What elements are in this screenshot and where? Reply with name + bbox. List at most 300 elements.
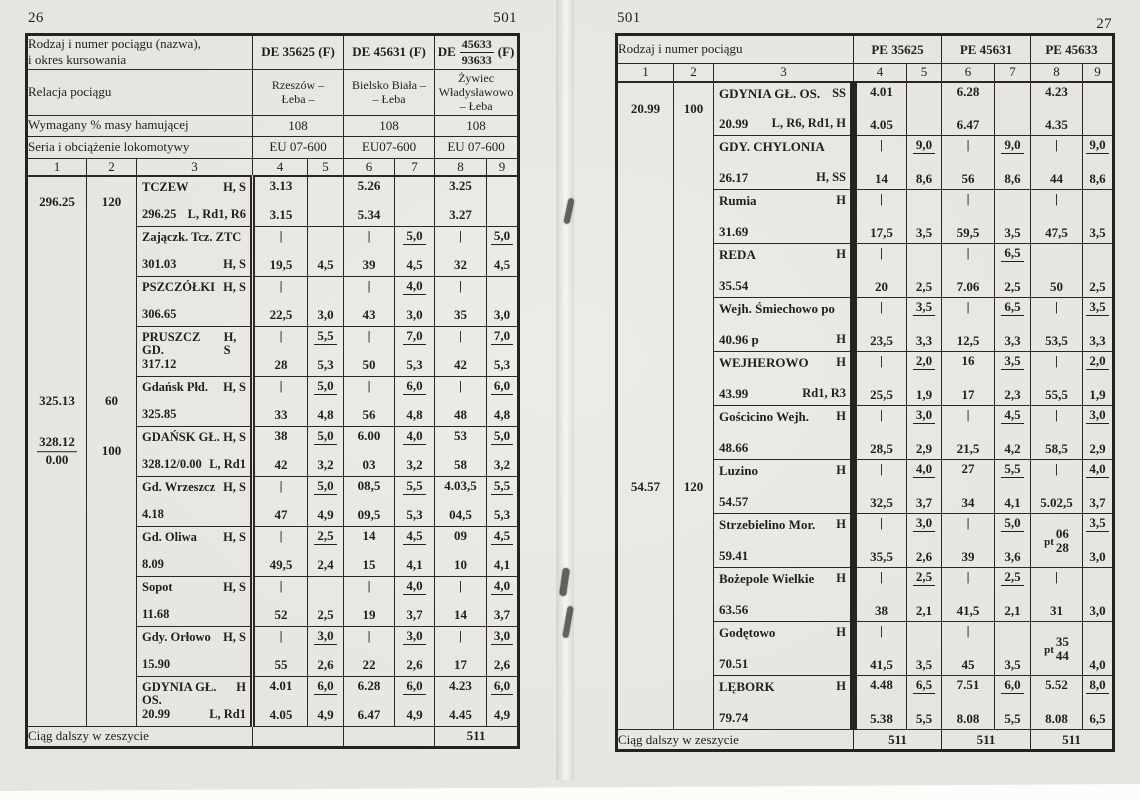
station-line-1	[719, 464, 846, 478]
timing-marker: H	[836, 409, 846, 423]
time-cell	[487, 626, 519, 676]
station-name: GDAŃSK GŁ.	[142, 429, 220, 444]
station-line-2	[719, 603, 846, 617]
cell-bottom-value: 2,1	[1004, 602, 1021, 618]
cell-bottom-value: 45	[961, 656, 975, 672]
cell-bottom-value: 48	[454, 407, 468, 423]
timing-marker: H, S	[223, 279, 247, 294]
time-cell	[854, 136, 907, 190]
footer-row	[27, 726, 519, 747]
time-cell	[942, 136, 995, 190]
train-header-cell: 108	[344, 115, 435, 136]
cell-top-value: 9,0	[1083, 138, 1112, 154]
station-km: 296.25	[142, 206, 177, 221]
time-cell	[907, 352, 942, 406]
time-cell	[253, 426, 308, 476]
header-row	[27, 115, 519, 136]
cell-bottom-value: 3,7	[406, 607, 423, 623]
cell-top-value: |	[1055, 461, 1058, 476]
time-cell	[344, 376, 395, 426]
station-line-2	[719, 171, 846, 185]
station-cell	[137, 426, 253, 476]
cell-bottom-value: 2,6	[493, 657, 511, 673]
column-number: 9	[1083, 64, 1114, 82]
cell-bottom-value: 19,5	[269, 257, 293, 273]
footer-page-ref: 511	[435, 726, 519, 747]
cell-top-value: 3,0	[487, 629, 517, 645]
cell-bottom-value: 4.45	[449, 707, 472, 723]
cell-top-value: 6.00	[357, 427, 381, 443]
cell-bottom-value: 5,5	[1004, 710, 1021, 726]
time-cell	[1031, 82, 1083, 136]
km-value: 54.57	[630, 478, 661, 494]
train-header-cell: EU07-600	[344, 136, 435, 158]
cell-bottom-value: 35,5	[870, 548, 893, 564]
time-cell	[395, 626, 435, 676]
cell-bottom-value: 39	[961, 548, 975, 564]
time-cell	[942, 298, 995, 352]
station-cell	[714, 136, 854, 190]
cell-bottom-value: 2,9	[915, 440, 933, 456]
time-cell	[253, 226, 308, 276]
header-label: Wymagany % masy hamującej	[27, 115, 253, 136]
cell-bottom-value: 32	[454, 257, 468, 273]
timing-marker: H	[836, 247, 846, 261]
time-cell	[995, 298, 1031, 352]
cell-bottom-value: 2,4	[317, 557, 334, 573]
station-name: Gdańsk Płd.	[142, 379, 209, 394]
pt-marker: pt	[1044, 536, 1054, 548]
time-cell	[907, 406, 942, 460]
station-line-2	[142, 458, 246, 472]
cell-top-value: 7,0	[487, 329, 517, 345]
station-name: Sopot	[142, 579, 173, 594]
time-cell	[308, 676, 344, 726]
time-cell	[344, 326, 395, 376]
cell-bottom-value: 21,5	[956, 440, 980, 456]
cell-bottom-value: 5,3	[406, 357, 423, 373]
time-cell	[942, 568, 995, 622]
time-cell	[253, 626, 308, 676]
time-cell	[487, 476, 519, 526]
station-name: Luzino	[719, 463, 759, 478]
fraction: 45633 93633	[461, 36, 492, 67]
time-cell	[854, 622, 907, 676]
cell-bottom-value: 17,5	[870, 224, 893, 240]
fraction: $\frac{328.12}{0.00}$	[39, 434, 75, 467]
timing-marker: H, S	[223, 529, 247, 544]
station-cell	[137, 176, 253, 226]
spine-crease	[556, 0, 574, 780]
station-km: 48.66	[719, 439, 749, 455]
station-cell	[137, 376, 253, 426]
cell-bottom-value: 43	[362, 307, 376, 323]
column-number-row	[27, 158, 519, 176]
cell-top-value: 4,0	[487, 579, 517, 595]
cell-bottom-value: 44	[1050, 170, 1063, 186]
station-km: 20.99	[719, 115, 749, 131]
station-name: Wejh. Śmiechowo po	[719, 301, 835, 316]
cell-bottom-value: 47	[274, 507, 288, 523]
cell-top-value: |	[1055, 407, 1058, 422]
timing-marker: H, S	[223, 379, 247, 394]
station-line-2	[719, 657, 846, 671]
time-cell	[854, 676, 907, 730]
time-cell	[995, 244, 1031, 298]
station-line-1	[719, 626, 846, 640]
timing-marker: H	[836, 517, 846, 531]
time-cell	[253, 676, 308, 726]
station-line-1	[142, 381, 246, 395]
station-cell	[714, 676, 854, 730]
time-cell	[1083, 352, 1114, 406]
timing-marker: L, Rd1, R6	[187, 206, 247, 221]
station-line-1	[142, 581, 246, 595]
time-cell	[435, 376, 487, 426]
cell-bottom-value: 8,6	[1089, 170, 1106, 186]
column-number: 3	[714, 64, 854, 82]
column-number: 9	[487, 158, 519, 176]
cell-bottom-value: 5,3	[493, 507, 511, 523]
cell-bottom-value: 4,8	[317, 407, 334, 423]
station-cell	[714, 568, 854, 622]
column-number: 1	[27, 158, 87, 176]
pt-marker: pt	[1044, 644, 1054, 656]
cell-bottom-value: 35	[454, 307, 468, 323]
station-line-2	[142, 608, 246, 622]
station-km: 59.41	[719, 547, 749, 563]
time-cell	[435, 276, 487, 326]
cell-bottom-value: 17	[454, 657, 468, 673]
speed-value: 120	[683, 478, 704, 494]
cell-bottom-value: 6.47	[956, 116, 980, 132]
cell-bottom-value: 4,8	[406, 407, 423, 423]
station-name: Gdy. Orłowo	[142, 629, 211, 644]
cell-top-value: |	[459, 327, 462, 343]
train-header-cell: DE 35625 (F)	[253, 35, 344, 70]
cell-top-value: |	[880, 461, 883, 476]
station-cell	[137, 576, 253, 626]
footer-label: Ciąg dalszy w zeszycie	[617, 730, 854, 751]
station-name: LĘBORK	[719, 679, 775, 694]
cell-bottom-value: 2,6	[406, 657, 423, 673]
time-cell	[344, 276, 395, 326]
time-cell	[1083, 82, 1114, 136]
train-header-cell: DE 45631 (F)	[344, 35, 435, 70]
time-cell	[308, 276, 344, 326]
timing-marker: H, S	[223, 329, 237, 358]
cell-top-value: |	[966, 137, 970, 152]
cell-bottom-value: 8,6	[1004, 170, 1021, 186]
station-name: Gd. Oliwa	[142, 529, 197, 544]
time-cell	[1031, 622, 1083, 676]
cell-top-value: |	[367, 377, 371, 393]
right-booklet-number: 501	[617, 10, 641, 26]
cell-top-value: |	[279, 477, 283, 493]
cell-top-value: 27	[961, 461, 975, 476]
cell-bottom-value: 47,5	[1045, 224, 1068, 240]
cell-bottom-value: 3,0	[493, 307, 511, 323]
cell-bottom-value: 56	[362, 407, 376, 423]
station-name: PSZCZÓŁKI	[142, 279, 215, 294]
station-cell	[714, 190, 854, 244]
time-cell	[907, 514, 942, 568]
cell-bottom-value: 2,6	[317, 657, 334, 673]
cell-bottom-value: 2,1	[915, 602, 933, 618]
time-cell	[435, 576, 487, 626]
time-cell	[435, 476, 487, 526]
cell-top-value: 4.48	[870, 677, 893, 692]
cell-top-value: |	[459, 577, 462, 593]
timing-marker: H	[836, 331, 846, 346]
cell-top-value: |	[1055, 191, 1058, 206]
header-row	[27, 69, 519, 115]
cell-bottom-value: 56	[961, 170, 975, 186]
pt-cell: pt 35 44	[1044, 633, 1069, 663]
time-cell	[995, 136, 1031, 190]
time-cell	[854, 406, 907, 460]
train-header-cell: PE 45631	[942, 35, 1031, 64]
cell-top-value: |	[1055, 353, 1058, 368]
cell-bottom-value: 55	[274, 657, 288, 673]
cell-top-value: 8,0	[1083, 678, 1112, 694]
station-km: 54.57	[719, 493, 749, 509]
cell-top-value: 4.23	[449, 677, 472, 693]
km-value: 296.25	[39, 193, 75, 209]
timing-marker: H, SS	[816, 169, 846, 184]
cell-top-value: 6,0	[308, 679, 343, 695]
cell-bottom-value: 3,0	[1089, 548, 1106, 564]
cell-top-value: 5,0	[995, 516, 1030, 532]
column-number: 5	[308, 158, 344, 176]
cell-bottom-value: 5,3	[317, 357, 334, 373]
station-name: Strzebielino Mor.	[719, 517, 816, 532]
station-cell	[714, 82, 854, 136]
cell-top-value: 3,5	[907, 300, 941, 316]
cell-bottom-value: 42	[274, 457, 288, 473]
column-number: 3	[137, 158, 253, 176]
cell-top-value: 08,5	[357, 477, 381, 493]
cell-top-value: |	[279, 327, 283, 343]
station-km: 11.68	[142, 606, 170, 621]
cell-bottom-value: 12,5	[956, 332, 980, 348]
time-cell	[308, 426, 344, 476]
station-km: 306.65	[142, 306, 177, 321]
cell-top-value: |	[966, 569, 970, 584]
cell-bottom-value: 3,5	[1089, 224, 1106, 240]
cell-bottom-value: 7.06	[956, 278, 980, 294]
cell-top-value: 3,5	[1083, 300, 1112, 316]
time-cell	[1083, 676, 1114, 730]
cell-bottom-value: 31	[1050, 602, 1063, 618]
time-cell	[395, 376, 435, 426]
station-cell	[137, 676, 253, 726]
cell-bottom-value: 4,0	[1089, 656, 1106, 672]
cell-top-value: |	[459, 377, 462, 393]
train-header-cell: 108	[253, 115, 344, 136]
timing-marker: L, Rd1	[209, 456, 247, 471]
cell-bottom-value: 3,5	[915, 656, 933, 672]
cell-bottom-value: 3,2	[317, 457, 334, 473]
timing-marker: SS	[832, 85, 846, 100]
station-name: WEJHEROWO	[719, 355, 809, 370]
timing-marker: H	[836, 463, 846, 477]
cell-bottom-value: 3.27	[449, 207, 472, 223]
station-km: 317.12	[142, 356, 177, 371]
cell-top-value: |	[880, 191, 883, 206]
cell-bottom-value: 5,3	[406, 507, 423, 523]
cell-top-value: |	[279, 577, 283, 593]
time-cell	[435, 226, 487, 276]
column-number: 2	[87, 158, 137, 176]
cell-top-value: 5,0	[308, 429, 343, 445]
time-cell	[395, 426, 435, 476]
cell-top-value: |	[279, 527, 283, 543]
station-line-2	[142, 258, 246, 272]
time-cell	[1031, 514, 1083, 568]
km-value: 20.99	[630, 101, 661, 117]
cell-bottom-value: 17	[961, 386, 975, 402]
cell-top-value: |	[279, 627, 283, 643]
station-line-1	[719, 410, 846, 424]
cell-top-value: |	[459, 277, 462, 293]
cell-top-value: |	[880, 623, 883, 638]
cell-top-value: 6,5	[907, 678, 941, 694]
cell-top-value: |	[880, 515, 883, 530]
time-cell	[1083, 406, 1114, 460]
time-cell	[1031, 406, 1083, 460]
time-cell	[907, 82, 942, 136]
cell-top-value: 5,0	[395, 229, 434, 245]
station-km: 43.99	[719, 385, 749, 401]
cell-top-value: 4,0	[395, 279, 434, 295]
column-number-row	[617, 64, 1114, 82]
left-page-number: 26	[28, 10, 44, 26]
station-cell	[714, 244, 854, 298]
train-header-cell: Bielsko Biała – – Łeba	[344, 69, 435, 115]
speed-column	[674, 82, 714, 730]
cell-top-value: |	[367, 577, 371, 593]
time-cell	[1083, 190, 1114, 244]
time-cell	[308, 176, 344, 226]
timing-marker: H, S	[223, 629, 247, 644]
cell-bottom-value: 8.08	[956, 710, 980, 726]
time-cell	[854, 352, 907, 406]
cell-top-value: 6,5	[995, 246, 1030, 262]
time-cell	[907, 190, 942, 244]
station-cell	[714, 352, 854, 406]
timetable-left	[25, 33, 517, 746]
time-cell	[907, 136, 942, 190]
station-line-1	[719, 140, 846, 154]
cell-top-value: 2,5	[907, 570, 941, 586]
cell-top-value: |	[279, 377, 283, 393]
time-cell	[395, 226, 435, 276]
time-cell	[995, 406, 1031, 460]
time-cell	[995, 622, 1031, 676]
cell-top-value: 4,0	[395, 429, 434, 445]
time-cell	[487, 176, 519, 226]
cell-top-value: 3,0	[308, 629, 343, 645]
time-cell	[253, 576, 308, 626]
cell-bottom-value: 03	[362, 457, 376, 473]
cell-bottom-value: 3,3	[915, 332, 933, 348]
station-line-2	[719, 117, 846, 131]
station-line-2	[142, 408, 246, 422]
time-cell	[854, 82, 907, 136]
cell-bottom-value: 4,1	[1004, 494, 1021, 510]
time-cell	[1083, 622, 1114, 676]
cell-top-value: 5,0	[308, 479, 343, 495]
time-cell	[487, 276, 519, 326]
station-km: 70.51	[719, 655, 749, 671]
time-cell	[435, 676, 487, 726]
cell-top-value: 5.52	[1045, 677, 1068, 692]
cell-bottom-value: 3,5	[1004, 656, 1021, 672]
train-header-cell: 108	[435, 115, 519, 136]
cell-top-value: 4.01	[870, 83, 893, 99]
timing-marker: Rd1, R3	[802, 385, 846, 400]
time-cell	[308, 226, 344, 276]
station-line-2	[142, 558, 246, 572]
cell-top-value: 6,0	[395, 379, 434, 395]
time-cell	[942, 244, 995, 298]
cell-top-value: |	[966, 515, 970, 530]
cell-top-value: 4,0	[907, 462, 941, 478]
time-cell	[435, 526, 487, 576]
station-cell	[714, 460, 854, 514]
station-name: Rumia	[719, 193, 757, 208]
cell-bottom-value: 4,9	[317, 507, 334, 523]
time-cell	[344, 526, 395, 576]
cell-top-value: 38	[274, 427, 288, 443]
cell-top-value: 16	[961, 353, 975, 368]
time-cell	[308, 576, 344, 626]
cell-bottom-value: 2,5	[317, 607, 334, 623]
column-number: 4	[854, 64, 907, 82]
time-cell	[253, 526, 308, 576]
cell-bottom-value: 50	[1050, 278, 1063, 294]
cell-top-value: 6.28	[956, 83, 980, 99]
train-header-cell: EU 07-600	[435, 136, 519, 158]
cell-bottom-value: 4.35	[1045, 116, 1068, 132]
cell-top-value: 2,0	[1083, 354, 1112, 370]
time-cell	[308, 526, 344, 576]
time-cell	[308, 476, 344, 526]
column-number: 6	[942, 64, 995, 82]
cell-top-value: 7.51	[956, 677, 980, 692]
cell-bottom-value: 3,3	[1089, 332, 1106, 348]
cell-bottom-value: 15	[362, 557, 376, 573]
station-line-2	[142, 508, 246, 522]
station-line-1	[142, 631, 246, 645]
cell-bottom-value: 28	[274, 357, 288, 373]
timing-marker: H, S	[223, 579, 247, 594]
cell-bottom-value: 4.05	[269, 707, 293, 723]
cell-bottom-value: 6.47	[357, 707, 381, 723]
cell-bottom-value: 3,7	[915, 494, 933, 510]
station-km: 26.17	[719, 169, 749, 185]
time-cell	[487, 376, 519, 426]
station-km: 31.69	[719, 223, 749, 239]
time-cell	[995, 676, 1031, 730]
cell-bottom-value: 22	[362, 657, 376, 673]
train-header-cell: Żywiec Władysławowo – Łeba	[435, 69, 519, 115]
station-km: 79.74	[719, 709, 749, 725]
cell-bottom-value: 28,5	[870, 440, 893, 456]
cell-top-value: 4,0	[395, 579, 434, 595]
timing-marker: L, Rd1	[209, 706, 247, 721]
